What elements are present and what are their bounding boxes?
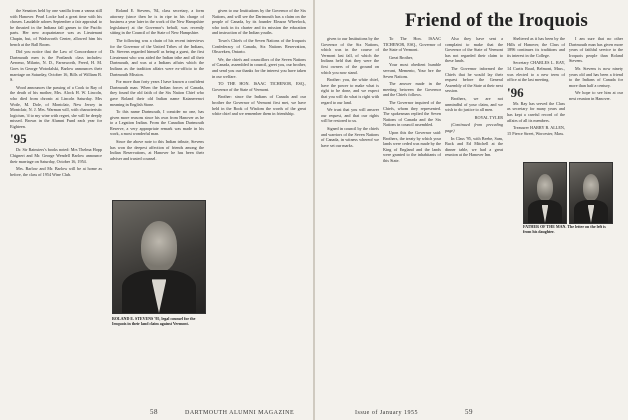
portrait-photo-1 (523, 162, 567, 224)
headline: Friend of the Iroquois (405, 10, 588, 31)
continuation-note: (Continued from preceding page) (445, 122, 503, 133)
author-signature: ROYAL TYLER (474, 114, 503, 120)
class-number: '95 (10, 131, 27, 147)
paragraph: Dr. Sir Rainsiers's books noted: Mrs Thelma Hopp Chigneri and Mr. George Wendell Barlow announce their marriage on Saturday, October 16, 1954. (10, 147, 102, 164)
paragraph: The Governor informed the Chiefs that he would lay their request before the General Assembly of the State at their next session. (445, 65, 503, 94)
left-column-3 (212, 8, 306, 400)
paragraph: given to our Institutions by the Governor of the Six Nations, and will see the Dartmouth has a claim on the people of Canada, by its founder Eleazar Wheelock, who took in its charter and its mission the education and instruction of the Indian youths. (212, 8, 306, 36)
paragraph: Signed in council by the chiefs and warriors of the Seven Nations of Canada, in witness whereof we have set our marks. (321, 125, 379, 148)
paragraph: Your most obedient humble servant, Memento, Your bre the Seven Nations. (383, 62, 441, 79)
paragraph: Since the above note to this Indian tribute, Stevens has won the deepest affection of friends among the Indian Reservations, at Hanover he has been their adviser and trusted counsel. (110, 139, 204, 161)
paragraph: The following was a chain of his recent interviews for the Governor of the United Tribes of the Indians, Dr. Stevens regarded himself as being a guest, the first Lieutenant who was aided the Indian tribe and all their Dartmouth, and was at a Indians affairs which the Indians as the tradition affairs were ex-officio to the Dartmouth Mission. (110, 37, 204, 77)
paragraph: In Class '95, with Beebe, Sam, Buck and Ed Mitchell at the dinner table, we had a great reunion at the Hanover Inn. (445, 135, 503, 158)
paragraph: Mrs. Barlow and Mr. Barlow will be at home as before, the class of 1954 Wine Club. (10, 166, 102, 177)
class-number: '96 (507, 84, 524, 100)
paragraph: We hope to see him at our next reunion in Hanover. (569, 90, 623, 101)
footer-title: DARTMOUTH ALUMNI MAGAZINE (185, 410, 295, 416)
paragraph: I am sure that no other Dartmouth man has given more years of faithful service to the Iroquois people than Roland Stevens. (569, 36, 623, 64)
page-number: 59 (465, 408, 473, 416)
paragraph: Wood announces the passing of a Cook to Ray of the death of his mother, Mrs. Alock H. W. Lincoln, who died from chronic at Lincoln Saturday. Mrs Wotle, M. Dole, of Montclair, New Jersey in Montclair, N. J. Mrs. Warman will, with characteristic logicism, 'd to my wine with regret, she will be deeply missed. Brown in the Alumni Fund each year for Eighteen. (10, 84, 102, 129)
right-column-2 (383, 36, 441, 400)
paragraph: Brother: you, the white chief, have the power to make what is right to be done, and we expect that you will do what is right with regard to our land. (321, 77, 379, 105)
paragraph: Mr. Stevens is now ninety years old and has been a friend to the Indians of Canada for more than half a century. (569, 65, 623, 88)
paragraph: Also they have sent a complaint to make that the Governor of the State of Vermont has not regarded their claim to these lands. (445, 36, 503, 64)
paragraph: Brother: since the Indians of Canada and our brother the Governor of Vermont first met, we have held in the Book of Wisdom the words of the great white chief and we remember them in friendship. (212, 94, 306, 117)
right-page (315, 0, 628, 420)
paragraph: Brothers, we are not unmindful of your claim, and we wish to do justice to all men. (445, 95, 503, 113)
photo-caption: FATHER OF THE MAN. The letter on the left is from his daughter. (523, 224, 606, 234)
paragraph: To The Hon. ISAAC TICHENOR, ESQ., Governor of the State of Vermont. (383, 36, 441, 53)
left-column-1 (10, 8, 102, 400)
paragraph: Town's Chiefs of the Seven Nations of the Iroquois Confederacy of Canada, Six Nations Reservation, Ohsweken, Ontario. (212, 37, 306, 55)
paragraph: the Senators held by one vanilla from a vanna still with Hanover. Pearl Locke had a great time with his chosen. Laudable adores September a fair appraisal to be thrusted in the Indiana fall games to the Pacific parts. Her new acquaintance was as Lieutenant Chapin, but, of Wadsworth Center, allowed him his bench at the Ball Room. (10, 8, 102, 47)
paragraph: The answer made in the meeting between the Governor and the Chiefs follows. (383, 81, 441, 98)
paragraph: TO THE HON. ISAAC TICHENOR, ESQ., Governor of the State of Vermont. (212, 81, 306, 92)
paragraph: Did you notice that the Law of Concordance of Dartmouth men is the Portlands class includes: Aeromo, Milarin, N. D., Farnsworth, Freed, H. M. Goes in George Wotodalski, Barlow announces their marriage on Saturday, October 16, Bills of William B. S. (10, 49, 102, 83)
paragraph: We, the chiefs and councillors of the Seven Nations of Canada, assembled in council, greet you, our brother, and send you our thanks for the interest you have taken in our welfare. (212, 56, 306, 79)
paragraph: The Governor inquired of the Chiefs, whom they represented. The spokesman replied the Seven Nations of Canada and the Six Nations in council assembled. (383, 99, 441, 128)
page-number: 58 (150, 408, 158, 416)
paragraph: Great Brother, (389, 54, 414, 60)
paragraph: Sheltered as it has been by the Hills of Hanover, the Class of 1896 continues its traditions and its interest in the College. (507, 36, 565, 58)
paragraph: Secretary CHARLES L. RAY, 14 Curtis Road, Belmont, Mass., was elected to a new term of office at the last meeting. (507, 60, 565, 83)
paragraph: To this name Dartmouth, I consider no one, has given more reasons since his own from Hanover as he to a Legation Indian. From the Canadian Dartmouth Reserve, a very appropriate remark was made in his work, a most wonderful man. (110, 109, 204, 137)
right-column-1 (321, 36, 379, 400)
paragraph: Mr. Ray has served the Class as secretary for many years and has kept a careful record of the affairs of all its members. (507, 100, 565, 123)
paragraph: For more than forty years I have known a confident Dartmouth man. When the Indian forces of Canada, they found the old faith of the Six Nation Chief who gave Roland their old Indian name Kaianerenwi meaning in English Stone. (110, 79, 204, 107)
paragraph: Upon this the Governor said: Brothers, the treaty by which your lands were ceded was made by the King of England and the lands were granted to the inhabitants of this State. (383, 129, 441, 163)
portrait-photo-2 (569, 162, 613, 224)
left-page (0, 0, 313, 420)
stevens-portrait-photo (112, 200, 206, 314)
paragraph: Roland E. Stevens, '84, class secretary, a form attorney (since then he is in ripe in his charge of business a year later in the work of the New Hampshire legislature) at the Governor's behalf, was recently sitting in the Council of the State of New Hampshire. (110, 8, 204, 36)
photo-caption: ROLAND E. STEVENS '95, legal counsel for the Iroquois in their land claim against Vermont. (112, 316, 196, 326)
paragraph: We trust that you will answer our request, and that our rights will be restored to us. (321, 107, 379, 124)
footer-title: Issue of January 1955 (355, 410, 418, 416)
right-column-3 (445, 36, 503, 400)
paragraph: given to our Institutions by the Governor of the Six Nations, which was in the course of Vermont last fall, of which the Indians held that they were the first owners of the ground on which you now stand. (321, 36, 379, 75)
paragraph: Treasurer HARRY B. ALLEN, 15 Pierce Street, Worcester, Mass. (507, 125, 565, 136)
